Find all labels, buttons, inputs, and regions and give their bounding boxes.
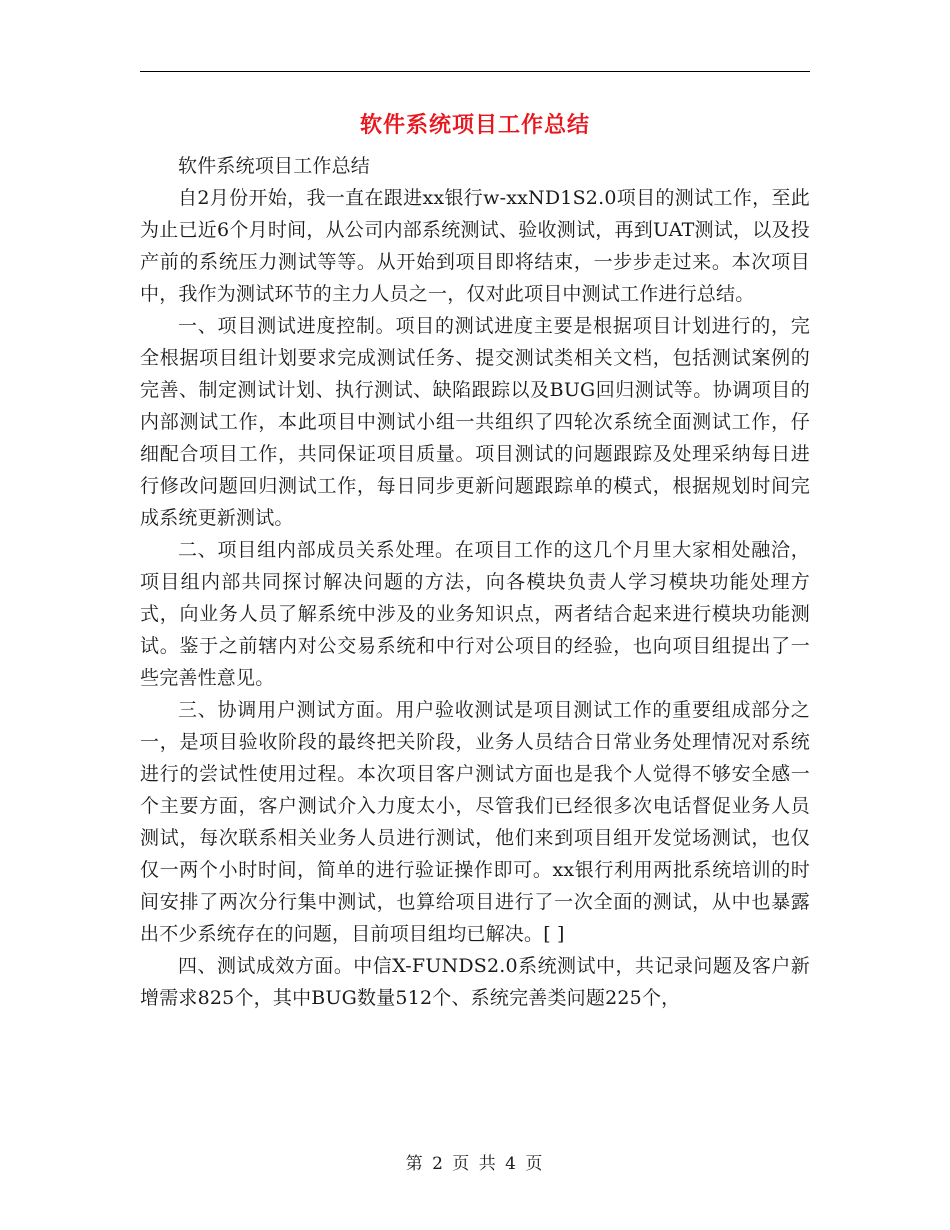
section-progress-control: 一、项目测试进度控制。项目的测试进度主要是根据项目计划进行的，完全根据项目组计划要求完成测试任务、提交测试类相关文档，包括测试案例的完善、制定测试计划、执行测试、缺陷跟踪以及BUG回归测试等。协调项目的内部测试工作，本此项目中测试小组一共组织了四轮次系统全面测试工作，仔细配合项目工作，共同保证项目质量。项目测试的问题跟踪及处理采纳每日进行修改问题回归测试工作，每日同步更新问题跟踪单的模式，根据规划时间完成系统更新测试。 [140,315,810,529]
subtitle-paragraph: 软件系统项目工作总结 [178,155,371,177]
document-body [140,150,810,1014]
section-test-results: 四、测试成效方面。中信X-FUNDS2.0系统测试中，共记录问题及客户新增需求825个，其中BUG数量512个、系统完善类问题225个， [140,955,810,1009]
page-number: 第 2 页 共 4 页 [405,1154,545,1174]
header-rule [140,71,810,72]
intro-paragraph: 自2月份开始，我一直在跟进xx银行w-xxND1S2.0项目的测试工作，至此为止已近6个月时间，从公司内部系统测试、验收测试，再到UAT测试，以及投产前的系统压力测试等等。从开始到项目即将结束，一步步走过来。本次项目中，我作为测试环节的主力人员之一，仅对此项目中测试工作进行总结。 [140,187,810,305]
document-title: 软件系统项目工作总结 [359,112,590,138]
section-user-testing: 三、协调用户测试方面。用户验收测试是项目测试工作的重要组成部分之一，是项目验收阶段的最终把关阶段，业务人员结合日常业务处理情况对系统进行的尝试性使用过程。本次项目客户测试方面也是我个人觉得不够安全感一个主要方面，客户测试介入力度太小，尽管我们已经很多次电话督促业务人员测试，每次联系相关业务人员进行测试，他们来到项目组开发觉场测试，也仅仅一两个小时时间，简单的进行验证操作即可。xx银行利用两批系统培训的时间安排了两次分行集中测试，也算给项目进行了一次全面的测试，从中也暴露出不少系统存在的问题，目前项目组均已解决。[ ] [140,699,810,945]
section-team-relations: 二、项目组内部成员关系处理。在项目工作的这几个月里大家相处融洽，项目组内部共同探讨解决问题的方法，向各模块负责人学习模块功能处理方式，向业务人员了解系统中涉及的业务知识点，两者结合起来进行模块功能测试。鉴于之前辖内对公交易系统和中行对公项目的经验，也向项目组提出了一些完善性意见。 [140,539,810,689]
